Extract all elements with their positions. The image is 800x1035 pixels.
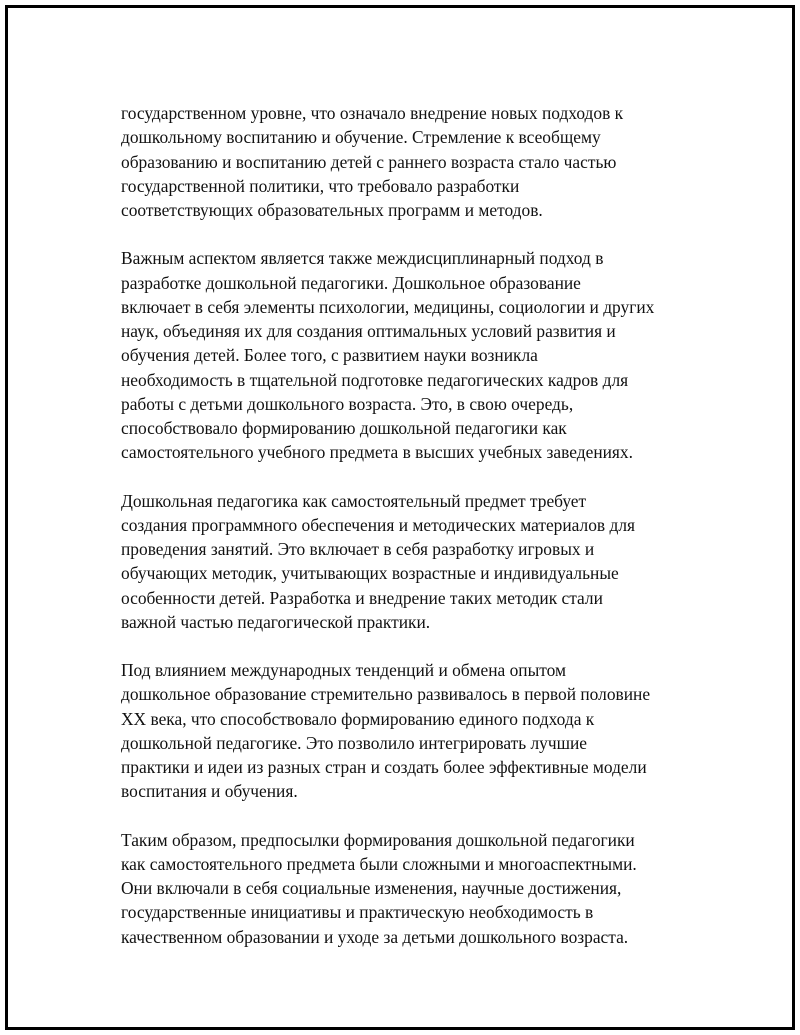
text-line: Под влиянием международных тенденций и обмена опытом <box>121 660 566 680</box>
text-line: необходимость в тщательной подготовке педагогических кадров для <box>121 369 629 390</box>
text-line: важной частью педагогической практики. <box>121 611 431 632</box>
text-line: качественном образовании и уходе за детьми дошкольного возраста. <box>121 926 629 947</box>
text-line: Таким образом, предпосылки формирования дошкольной педагогики <box>121 829 635 850</box>
text-line: государственной политики, что требовало разработки <box>121 175 520 196</box>
page-frame <box>5 5 795 1030</box>
paragraph-1 <box>121 101 701 222</box>
text-line: наук, объединяя их для создания оптимальных условий развития и <box>121 321 616 341</box>
text-line: образованию и воспитанию детей с раннего возраста стало частью <box>121 151 617 172</box>
text-line: дошкольное образование стремительно развивалось в первой половине <box>121 684 651 705</box>
text-line: Важным аспектом является также междисциплинарный подход в <box>121 248 604 269</box>
text-line: соответствующих образовательных программ и методов. <box>121 200 543 220</box>
text-line: разработке дошкольной педагогики. Дошкольное образование <box>121 272 581 293</box>
text-line: XX века, что способствовало формированию единого подхода к <box>121 708 595 729</box>
text-line: включает в себя элементы психологии, медицины, социологии и других <box>121 296 655 317</box>
text-line: дошкольному воспитанию и обучение. Стремление к всеобщему <box>121 127 601 148</box>
text-line: Они включали в себя социальные изменения, научные достижения, <box>121 878 622 898</box>
paragraph-5 <box>121 828 701 949</box>
text-line: самостоятельного учебного предмета в высших учебных заведениях. <box>121 442 633 463</box>
text-line: воспитания и обучения. <box>121 781 298 802</box>
text-line: обучения детей. Более того, с развитием науки возникла <box>121 345 538 366</box>
text-line: государственном уровне, что означало внедрение новых подходов к <box>121 103 624 123</box>
text-line: государственные инициативы и практическую необходимость в <box>121 902 594 923</box>
page-content <box>121 101 701 973</box>
text-line: особенности детей. Разработка и внедрение таких методик стали <box>121 587 603 608</box>
text-line: проведения занятий. Это включает в себя разработку игровых и <box>121 539 595 559</box>
paragraph-3 <box>121 489 701 635</box>
text-line: дошкольной педагогике. Это позволило интегрировать лучшие <box>121 732 588 753</box>
text-line: практики и идеи из разных стран и создать более эффективные модели <box>121 757 647 777</box>
text-line: как самостоятельного предмета были сложными и многоаспектными. <box>121 853 637 874</box>
text-line: способствовало формированию дошкольной педагогики как <box>121 418 567 438</box>
text-line: обучающих методик, учитывающих возрастные и индивидуальные <box>121 563 619 584</box>
text-line: работы с детьми дошкольного возраста. Это, в свою очередь, <box>121 393 574 414</box>
paragraph-4 <box>121 658 701 804</box>
paragraph-2 <box>121 246 701 464</box>
text-line: создания программного обеспечения и методических материалов для <box>121 514 636 535</box>
text-line: Дошкольная педагогика как самостоятельный предмет требует <box>121 490 587 511</box>
